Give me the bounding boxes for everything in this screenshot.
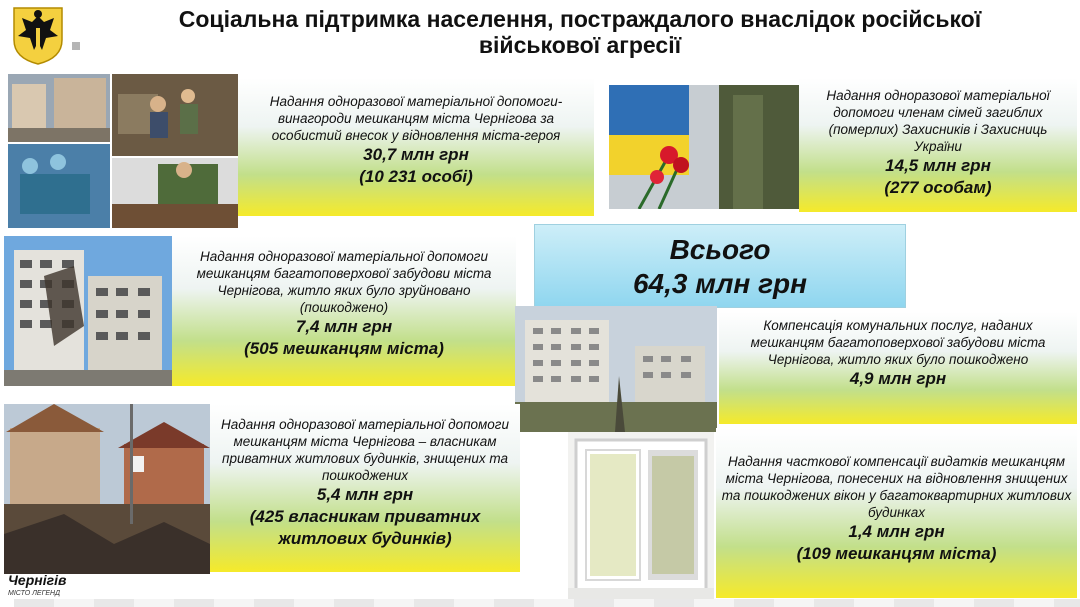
coat-of-arms-icon [4,2,72,66]
total-label: Всього [669,234,771,265]
card-recipients: (109 мешканцям міста) [796,544,997,563]
small-square-icon [72,42,80,50]
highrise-photo [515,306,717,432]
destroyed-houses-photo [4,404,210,574]
card-recipients: (425 власникам приватних житлових будинків) [249,507,481,548]
card-desc: Надання одноразової матеріальної допомоги мешканцям багатоповерхової забудови міста Чернігова, житло яких було зруйновано (пошкоджено) [196,249,492,315]
window-photo [568,432,714,600]
card-desc: Надання одноразової матеріальної допомоги мешканцям міста Чернігова – власникам приватних житлових будинків, знищених та пошкоджених [221,417,509,483]
total-box [534,224,906,308]
card-apartments [172,236,516,386]
card-recipients: (505 мешканцям міста) [244,339,444,358]
bottom-stripe [14,599,1080,607]
page-title: Соціальна підтримка населення, постраждалого внаслідок російської військової агресії [178,6,982,58]
card-amount: 4,9 млн грн [849,369,947,388]
card-amount: 5,4 млн грн [316,485,414,504]
city-logo-tagline: МІСТО ЛЕГЕНД [8,590,61,597]
card-recipients: (277 особам) [884,178,992,197]
card-recipients: (10 231 особі) [359,167,473,186]
card-amount: 14,5 млн грн [885,156,991,175]
damaged-apartment-photo [4,236,172,386]
workers-photo-collage [8,74,238,228]
card-amount: 1,4 млн грн [848,522,945,541]
card-desc: Надання одноразової матеріальної допомоги членам сімей загиблих (померлих) Захисників і Захисниць України [826,88,1050,154]
card-desc: Надання одноразової матеріальної допомоги-винагороди мешканцям міста Чернігова за особистий внесок у відновлення міста-героя [269,94,563,143]
card-utilities [719,312,1077,424]
memorial-photo [609,85,799,209]
card-private-houses [210,404,520,572]
card-desc: Надання часткової компенсації видатків мешканцям міста Чернігова, понесених на відновлення знищених та пошкоджених вікон у багатоквартирних житлових будинках [721,454,1072,520]
card-amount: 7,4 млн грн [295,317,393,336]
card-desc: Компенсація комунальних послуг, наданих мешканцям багатоповерхової забудови міста Чернігова, житло яких було пошкоджено [750,318,1046,367]
city-logo: Чернігів [8,572,67,588]
card-reward [238,78,594,216]
total-amount: 64,3 млн грн [632,268,808,299]
card-windows [716,428,1077,598]
card-amount: 30,7 млн грн [363,145,469,164]
card-families [799,78,1077,212]
